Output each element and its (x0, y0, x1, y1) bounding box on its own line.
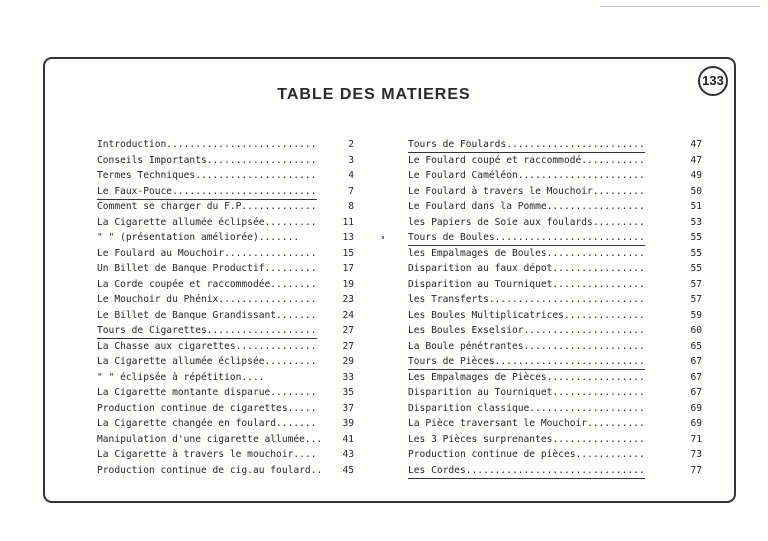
toc-entry (97, 339, 354, 354)
toc-entry (97, 137, 354, 152)
toc-entry-page: 19 (342, 278, 354, 290)
toc-entry (408, 432, 702, 447)
toc-entry-page: 13 (342, 232, 354, 243)
toc-entry (408, 277, 702, 292)
toc-entry-label: les Transferts........................... (408, 294, 645, 305)
toc-entry-label: Les Empalmages de Pièces................. (408, 371, 645, 383)
toc-entry (97, 432, 354, 447)
toc-entry-label: Tours de Boules.......................... (408, 230, 645, 246)
toc-entry-page: 27 (342, 340, 354, 352)
toc-entry (408, 199, 702, 214)
toc-entry (408, 153, 702, 168)
toc-entry (97, 292, 354, 307)
toc-entry-label: Le Faux-Pouce......................... (97, 184, 317, 200)
toc-entry-page: 59 (690, 309, 702, 321)
toc-entry (97, 153, 354, 168)
toc-entry (408, 308, 702, 323)
toc-entry-page: 33 (342, 371, 354, 383)
toc-entry-page: 50 (690, 185, 702, 197)
toc-entry-label: Disparition au Tourniquet................ (408, 278, 645, 290)
toc-entry-page: 67 (690, 387, 702, 398)
toc-entry-label: La Cigarette à travers le mouchoir.... (97, 449, 317, 460)
toc-entry (408, 401, 702, 416)
toc-entry-label: Le Foulard dans la Pomme................. (408, 201, 645, 212)
toc-entry (408, 339, 702, 354)
toc-entry-page: 27 (342, 325, 354, 336)
toc-entry (97, 308, 354, 323)
toc-entry-label: Les 3 Pièces surprenantes................ (408, 433, 645, 445)
toc-section-heading (408, 463, 702, 478)
toc-entry-label: Un Billet de Banque Productif......... (97, 263, 317, 274)
toc-section-heading (408, 230, 702, 245)
toc-entry-page: 67 (690, 356, 702, 367)
toc-entry-page: 35 (342, 387, 354, 398)
toc-entry-label: Le Mouchoir du Phénix................. (97, 294, 317, 305)
toc-section-heading (408, 137, 702, 152)
toc-entry-label: " " éclipsée à répétition.... (97, 371, 265, 383)
toc-entry (97, 385, 354, 400)
toc-entry (97, 199, 354, 214)
toc-entry-page: 51 (690, 201, 702, 212)
toc-entry-label: La Boule pénétrantes..................... (408, 340, 645, 352)
toc-entry (97, 215, 354, 230)
toc-entry-page: 60 (690, 325, 702, 336)
toc-entry-page: 65 (690, 340, 702, 352)
toc-entry-label: Production continue de pièces............ (408, 449, 645, 460)
toc-entry (97, 370, 354, 385)
toc-entry-page: 7 (348, 185, 354, 197)
toc-entry-label: La Pièce traversant le Mouchoir.......... (408, 418, 645, 429)
toc-entry-label: les Empalmages de Boules................. (408, 247, 645, 259)
toc-entry-page: 77 (690, 464, 702, 476)
toc-entry-label: Les Boules Exselsior..................... (408, 325, 645, 336)
toc-entry (408, 261, 702, 276)
toc-entry-page: 49 (690, 170, 702, 181)
toc-entry-page: 29 (342, 356, 354, 367)
toc-entry-label: Le Billet de Banque Grandissant....... (97, 309, 317, 321)
toc-entry-page: 3 (348, 154, 354, 166)
toc-entry-label: Les Cordes............................... (408, 463, 645, 479)
toc-entry-page: 57 (690, 278, 702, 290)
toc-entry (97, 246, 354, 261)
toc-entry-page: 23 (342, 294, 354, 305)
toc-entry-page: 67 (690, 371, 702, 383)
toc-entry-page: 47 (690, 139, 702, 150)
toc-entry (408, 447, 702, 462)
toc-section-heading (97, 323, 354, 338)
toc-entry (408, 416, 702, 431)
toc-entry-label: La Cigarette allumée éclipsée......... (97, 216, 317, 228)
toc-entry-page: 24 (342, 309, 354, 321)
toc-entry-label: Les Boules Multiplicatrices.............. (408, 309, 645, 321)
toc-entry-label: La Chasse aux cigarettes.............. (97, 340, 317, 352)
toc-entry (97, 230, 354, 245)
toc-entry-label: La Corde coupée et raccommodée........ (97, 278, 317, 290)
toc-entry-page: 15 (342, 247, 354, 259)
toc-entry-page: 71 (690, 433, 702, 445)
toc-entry-page: 2 (348, 139, 354, 150)
toc-entry-page: 41 (342, 433, 354, 445)
toc-entry (408, 370, 702, 385)
toc-entry-label: Le Foulard à travers le Mouchoir......... (408, 185, 645, 197)
toc-entry (408, 184, 702, 199)
toc-entry-page: 4 (348, 170, 354, 181)
toc-entry-page: 55 (690, 263, 702, 274)
toc-entry-label: Production continue de cig.au foulard.. (97, 464, 323, 476)
toc-entry-page: 8 (348, 201, 354, 212)
toc-entry (97, 447, 354, 462)
toc-entry-page: 69 (690, 402, 702, 414)
toc-section-heading (408, 354, 702, 369)
toc-entry (408, 215, 702, 230)
toc-entry (97, 277, 354, 292)
toc-entry-page: 45 (342, 464, 354, 476)
toc-entry-label: Comment se charger du F.P............. (97, 201, 317, 212)
toc-entry-page: 11 (342, 216, 354, 228)
toc-entry (97, 401, 354, 416)
toc-entry-page: 55 (690, 232, 702, 243)
toc-entry (97, 416, 354, 431)
toc-entry-page: 43 (342, 449, 354, 460)
toc-entry (408, 292, 702, 307)
toc-entry (97, 463, 354, 478)
toc-entry-page: 37 (342, 402, 354, 414)
toc-entry-label: Disparition au faux dépot................ (408, 263, 645, 274)
scan-mark (382, 236, 384, 239)
toc-entry-label: Le Foulard coupé et raccommodé........... (408, 154, 645, 166)
toc-entry-label: Tours de Foulards........................ (408, 137, 645, 153)
toc-entry-page: 73 (690, 449, 702, 460)
toc-entry-label: Production continue de cigarettes..... (97, 402, 317, 414)
toc-entry-page: 53 (690, 216, 702, 228)
toc-entry-page: 69 (690, 418, 702, 429)
toc-entry-label: Tours de Pièces.......................... (408, 354, 645, 370)
toc-entry (408, 246, 702, 261)
toc-entry-label: Le Foulard au Mouchoir................ (97, 247, 317, 259)
toc-entry-label: Conseils Importants................... (97, 154, 317, 166)
toc-entry-label: Introduction.......................... (97, 139, 317, 150)
toc-entry-page: 57 (690, 294, 702, 305)
toc-entry-label: La Cigarette changée en foulard....... (97, 418, 317, 429)
toc-entry-page: 47 (690, 154, 702, 166)
toc-entry-label: Disparition classique.................... (408, 402, 645, 414)
toc-entry-page: 17 (342, 263, 354, 274)
toc-entry-label: Termes Techniques..................... (97, 170, 317, 181)
toc-entry-page: 39 (342, 418, 354, 429)
toc-entry (97, 168, 354, 183)
toc-entry (408, 385, 702, 400)
toc-entry-label: " " (présentation améliorée)....... (97, 232, 300, 243)
toc-entry-label: Tours de Cigarettes................... (97, 323, 317, 339)
toc-entry-label: les Papiers de Soie aux foulards......... (408, 216, 645, 228)
page-title: TABLE DES MATIERES (277, 86, 471, 103)
toc-entry (408, 323, 702, 338)
toc-entry-label: Disparition au Tourniquet................ (408, 387, 645, 398)
toc-section-heading (97, 184, 354, 199)
toc-entry-page: 55 (690, 247, 702, 259)
toc-entry (97, 354, 354, 369)
page-number-badge: 133 (698, 66, 728, 96)
toc-entry-label: Le Foulard Caméléon...................... (408, 170, 645, 181)
toc-entry-label: La Cigarette montante disparue........ (97, 387, 317, 398)
toc-entry (97, 261, 354, 276)
toc-entry (408, 168, 702, 183)
toc-entry-label: Manipulation d'une cigarette allumée... (97, 433, 323, 445)
scan-edge-line (600, 6, 760, 7)
toc-entry-label: La Cigarette allumée éclipsée......... (97, 356, 317, 367)
